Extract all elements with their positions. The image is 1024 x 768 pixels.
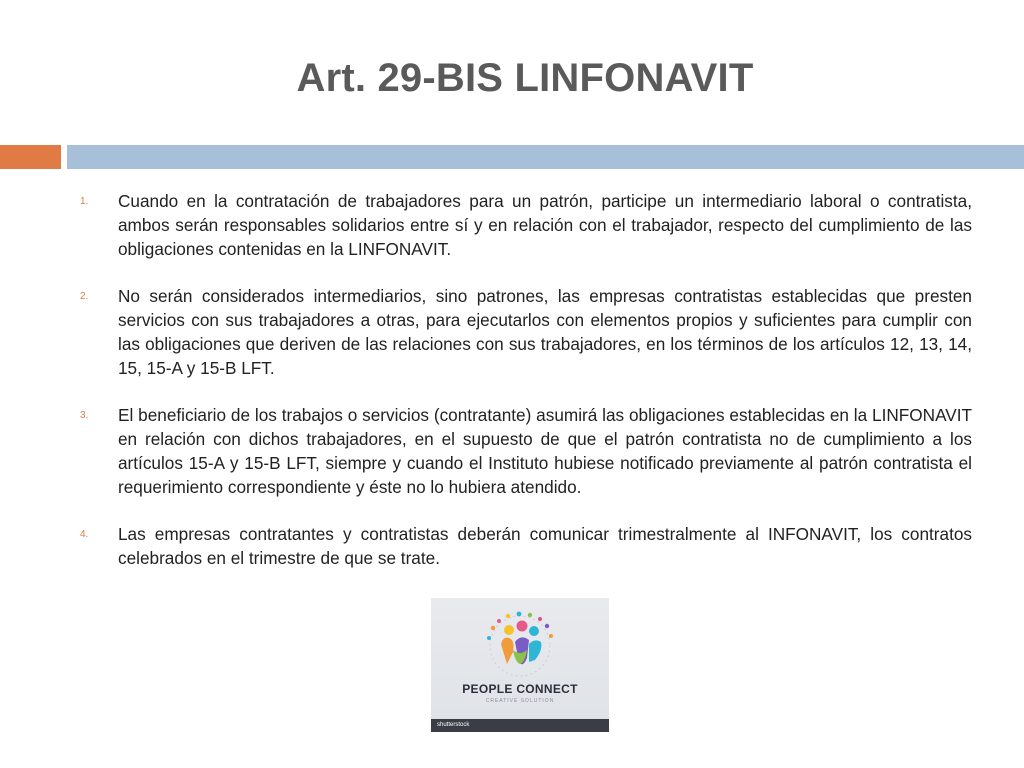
accent-bar-blue [67,145,1024,169]
slide-title: Art. 29-BIS LINFONAVIT [296,56,754,100]
list-item [80,522,972,570]
list-item-text: Cuando en la contratación de trabajadores para un patrón, participe un intermediario laboral o contratista, ambos serán responsables solidarios entre sí y en relación con el trabajador, respecto del cumplimiento de las obligaciones contenidas en la LINFONAVIT. [118,191,972,259]
list-item [80,284,972,380]
list-item-text: El beneficiario de los trabajos o servicios (contratante) asumirá las obligaciones establecidas en la LINFONAVIT en relación con dichos trabajadores, en el supuesto de que el patrón contratista no de cumplimiento a los artículos 15-A y 15-B LFT, siempre y cuando el Instituto hubiese notificado previamente al patrón contratista el requerimiento correspondiente y éste no lo hubiera atendido. [118,405,972,497]
list-item-text: No serán considerados intermediarios, sino patrones, las empresas contratistas establecidas que presten servicios con sus trabajadores a otras, para ejecutarlos con elementos propios y suficientes para cumplir con las obligaciones que deriven de las relaciones con sus trabajadores, en los términos de los artículos 12, 13, 14, 15, 15-A y 15-B LFT. [118,286,972,378]
people-connect-logo [431,598,609,732]
numbered-list [80,189,972,593]
list-item-number: 4. [80,529,89,540]
accent-bar-orange [0,145,61,169]
logo-tagline: CREATIVE SOLUTION [485,698,555,704]
stock-watermark: shutterstock [431,719,609,732]
list-item-number: 3. [80,410,89,421]
list-item [80,189,972,261]
list-item-number: 1. [80,196,89,207]
list-item-number: 2. [80,291,89,302]
list-item [80,403,972,499]
people-connect-logo-icon [431,598,609,682]
logo-name: PEOPLE CONNECT [462,682,578,696]
list-item-text: Las empresas contratantes y contratistas deberán comunicar trimestralmente al INFONAVIT, los contratos celebrados en el trimestre de que se trate. [118,524,972,568]
